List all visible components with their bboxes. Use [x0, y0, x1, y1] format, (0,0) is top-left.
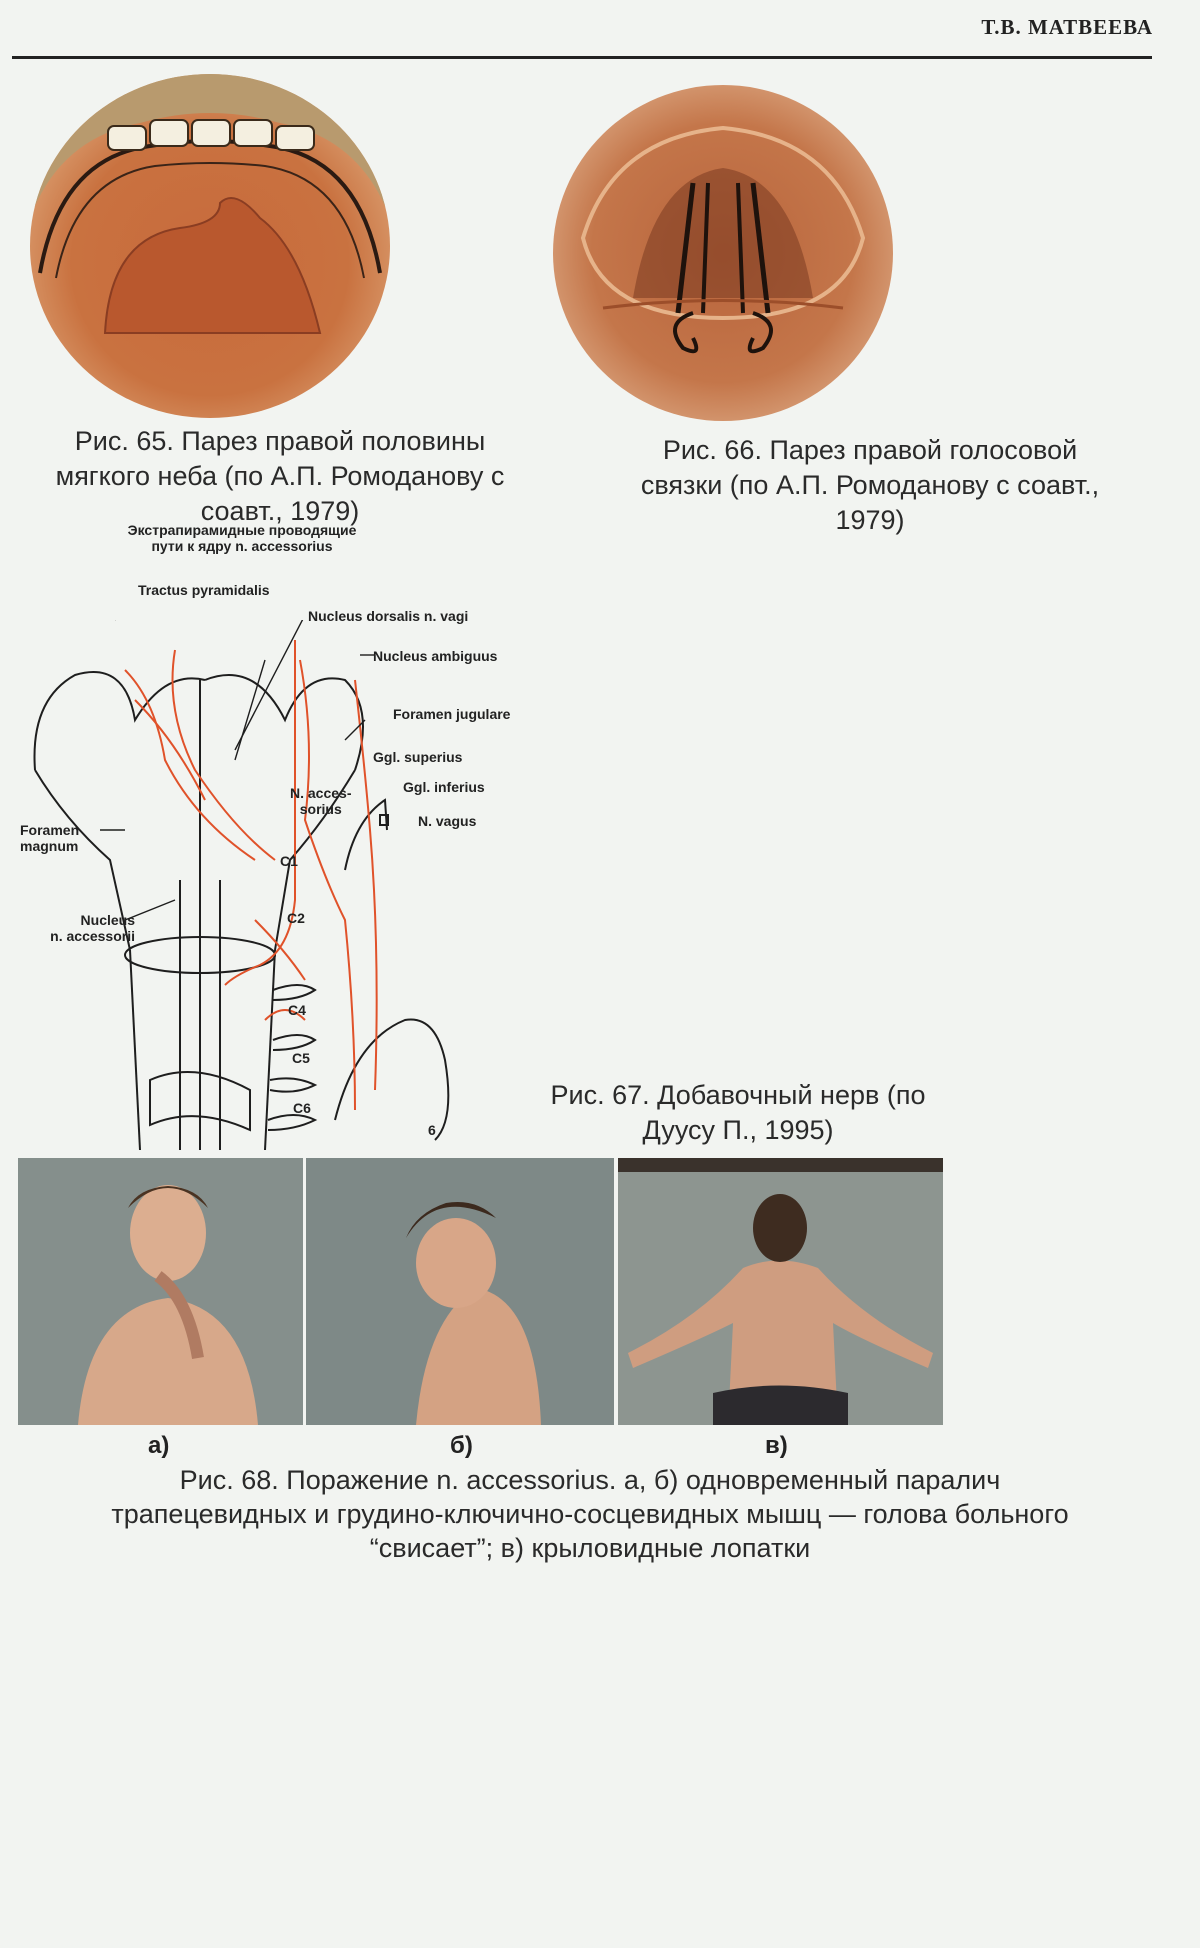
- fig67-label-c2: C2: [287, 910, 305, 926]
- fig67-label-ggl-superius: Ggl. superius: [373, 749, 463, 765]
- fig66-caption-line: связки (по А.П. Ромоданову с соавт.,: [640, 470, 1100, 500]
- header-rule: [12, 56, 1152, 59]
- fig67-label-line: sorius: [299, 801, 342, 817]
- fig68-caption: [40, 1463, 1140, 1565]
- fig67-label-shoulder-number: 6: [428, 1122, 436, 1138]
- fig67-label-n-accessorius: [290, 785, 351, 817]
- fig68-panel-label-a: а): [148, 1432, 170, 1459]
- fig65-caption-line: Рис. 65. Парез правой половины: [74, 426, 486, 456]
- fig67-caption-line: Рис. 67. Добавочный нерв (по: [550, 1080, 926, 1110]
- fig67-label-line: magnum: [20, 838, 79, 854]
- fig67-label-foramen-jugulare: Foramen jugulare: [393, 706, 511, 722]
- fig68-caption-line: Рис. 68. Поражение n. accessorius. а, б) одновременный паралич: [179, 1465, 1001, 1495]
- fig68-photo-c: [618, 1158, 943, 1425]
- running-header-author: Т.В. МАТВЕЕВА: [981, 15, 1153, 39]
- fig66-vocal-cords-illustration: [543, 78, 903, 428]
- fig67-caption-line: Дуусу П., 1995): [642, 1115, 834, 1145]
- fig66-caption-line: Рис. 66. Парез правой голосовой: [662, 435, 1078, 465]
- fig68-photo-a: [18, 1158, 303, 1425]
- fig67-label-line: Экстрапирамидные проводящие: [127, 522, 357, 538]
- fig67-label-nucleus-ambiguus: Nucleus ambiguus: [373, 648, 498, 664]
- fig68-caption-line: трапецевидных и грудино-ключично-сосцевидных мышц — голова больного: [111, 1499, 1069, 1529]
- fig65-caption-line: мягкого неба (по А.П. Ромоданову с: [55, 461, 505, 491]
- fig66-caption: [590, 433, 1150, 538]
- fig67-label-c6: C6: [293, 1100, 311, 1116]
- fig67-label-ggl-inferius: Ggl. inferius: [403, 779, 485, 795]
- fig68-panel-label-b: б): [450, 1432, 473, 1459]
- fig65-caption-line: соавт., 1979): [200, 496, 360, 526]
- fig67-label-nucleus-accessorii: [40, 912, 135, 944]
- fig67-label-foramen-magnum: [20, 822, 79, 854]
- fig67-caption: [548, 1078, 928, 1148]
- fig67-label-extrapyramidal: [92, 522, 392, 554]
- fig67-label-line: N. acces-: [290, 785, 352, 801]
- fig68-caption-line: “свисает”; в) крыловидные лопатки: [369, 1533, 811, 1563]
- fig68-photo-b: [306, 1158, 614, 1425]
- fig65-palate-illustration: [20, 68, 400, 423]
- fig68-panel-label-c: в): [765, 1432, 788, 1459]
- fig67-label-line: n. accessorii: [50, 928, 135, 944]
- fig67-label-line: пути к ядру n. accessorius: [151, 538, 333, 554]
- fig67-label-line: Nucleus: [80, 912, 135, 928]
- fig67-label-c1: C1: [280, 853, 298, 869]
- fig67-label-tractus: Tractus pyramidalis: [138, 582, 270, 598]
- fig66-caption-line: 1979): [835, 505, 905, 535]
- fig67-accessory-nerve-diagram: [15, 620, 575, 1150]
- fig67-label-n-vagus: N. vagus: [418, 813, 477, 829]
- fig67-label-line: Foramen: [20, 822, 80, 838]
- fig65-caption: [20, 424, 540, 529]
- fig67-label-nucleus-dorsalis: Nucleus dorsalis n. vagi: [308, 608, 469, 624]
- fig67-label-c5: C5: [292, 1050, 310, 1066]
- fig67-label-c4: C4: [288, 1002, 306, 1018]
